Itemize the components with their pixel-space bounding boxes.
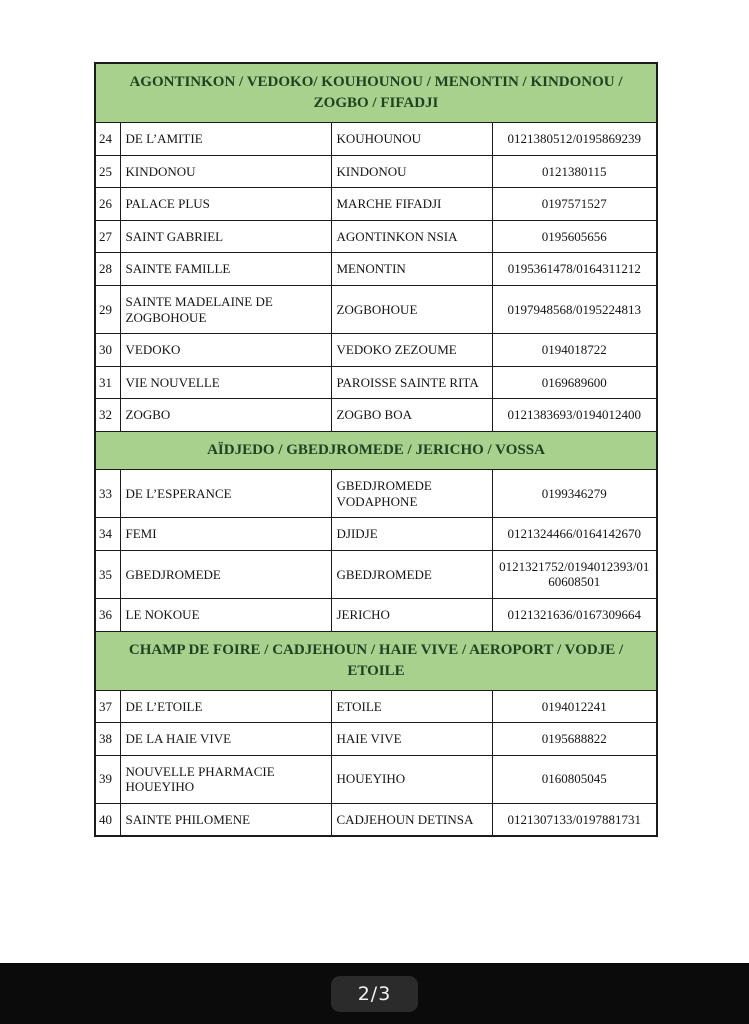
num-cell: 36 — [95, 598, 120, 631]
location-cell: ZOGBOHOUE — [331, 285, 492, 333]
num-cell: 27 — [95, 220, 120, 253]
phone-cell: 0121383693/0194012400 — [492, 399, 657, 432]
num-cell: 38 — [95, 723, 120, 756]
num-cell: 24 — [95, 123, 120, 156]
location-cell: AGONTINKON NSIA — [331, 220, 492, 253]
name-cell: KINDONOU — [120, 155, 331, 188]
location-cell: GBEDJROMEDE VODAPHONE — [331, 469, 492, 517]
table-row — [95, 723, 657, 756]
location-cell: HAIE VIVE — [331, 723, 492, 756]
num-cell: 40 — [95, 803, 120, 836]
num-cell: 37 — [95, 690, 120, 723]
name-cell: VIE NOUVELLE — [120, 366, 331, 399]
table-row — [95, 155, 657, 188]
location-cell: JERICHO — [331, 598, 492, 631]
table-row — [95, 469, 657, 517]
phone-cell: 0197948568/0195224813 — [492, 285, 657, 333]
name-cell: PALACE PLUS — [120, 188, 331, 221]
phone-cell: 0199346279 — [492, 469, 657, 517]
num-cell: 35 — [95, 550, 120, 598]
location-cell: MENONTIN — [331, 253, 492, 286]
num-cell: 34 — [95, 518, 120, 551]
table-row — [95, 550, 657, 598]
table-row — [95, 803, 657, 836]
num-cell: 25 — [95, 155, 120, 188]
section-header-row — [95, 63, 657, 123]
phone-cell: 0195688822 — [492, 723, 657, 756]
name-cell: FEMI — [120, 518, 331, 551]
phone-cell: 0121321752/0194012393/0160608501 — [492, 550, 657, 598]
num-cell: 31 — [95, 366, 120, 399]
location-cell: CADJEHOUN DETINSA — [331, 803, 492, 836]
phone-cell: 0121380512/0195869239 — [492, 123, 657, 156]
name-cell: VEDOKO — [120, 334, 331, 367]
table-row — [95, 334, 657, 367]
section-header: AÏDJEDO / GBEDJROMEDE / JERICHO / VOSSA — [95, 431, 657, 469]
num-cell: 26 — [95, 188, 120, 221]
pharmacy-table-body — [95, 63, 657, 836]
section-header-row — [95, 431, 657, 469]
location-cell: ZOGBO BOA — [331, 399, 492, 432]
name-cell: DE LA HAIE VIVE — [120, 723, 331, 756]
location-cell: PAROISSE SAINTE RITA — [331, 366, 492, 399]
name-cell: SAINTE PHILOMENE — [120, 803, 331, 836]
table-row — [95, 399, 657, 432]
location-cell: HOUEYIHO — [331, 755, 492, 803]
num-cell: 29 — [95, 285, 120, 333]
phone-cell: 0121307133/0197881731 — [492, 803, 657, 836]
phone-cell: 0121380115 — [492, 155, 657, 188]
table-row — [95, 188, 657, 221]
section-header: AGONTINKON / VEDOKO/ KOUHOUNOU / MENONTIN / KINDONOU / ZOGBO / FIFADJI — [95, 63, 657, 123]
name-cell: GBEDJROMEDE — [120, 550, 331, 598]
location-cell: ETOILE — [331, 690, 492, 723]
phone-cell: 0194018722 — [492, 334, 657, 367]
table-row — [95, 366, 657, 399]
phone-cell: 0121321636/0167309664 — [492, 598, 657, 631]
location-cell: VEDOKO ZEZOUME — [331, 334, 492, 367]
section-header-row — [95, 631, 657, 690]
phone-cell: 0197571527 — [492, 188, 657, 221]
location-cell: GBEDJROMEDE — [331, 550, 492, 598]
table-row — [95, 690, 657, 723]
name-cell: DE L’AMITIE — [120, 123, 331, 156]
table-row — [95, 598, 657, 631]
page-indicator-badge: 2/3 — [331, 976, 419, 1012]
num-cell: 32 — [95, 399, 120, 432]
table-row — [95, 755, 657, 803]
phone-cell: 0195361478/0164311212 — [492, 253, 657, 286]
name-cell: DE L’ETOILE — [120, 690, 331, 723]
num-cell: 39 — [95, 755, 120, 803]
pharmacy-table — [94, 62, 658, 837]
num-cell: 33 — [95, 469, 120, 517]
location-cell: KINDONOU — [331, 155, 492, 188]
table-row — [95, 253, 657, 286]
num-cell: 30 — [95, 334, 120, 367]
location-cell: MARCHE FIFADJI — [331, 188, 492, 221]
name-cell: SAINTE MADELAINE DE ZOGBOHOUE — [120, 285, 331, 333]
name-cell: SAINTE FAMILLE — [120, 253, 331, 286]
section-header: CHAMP DE FOIRE / CADJEHOUN / HAIE VIVE / AEROPORT / VODJE / ETOILE — [95, 631, 657, 690]
name-cell: ZOGBO — [120, 399, 331, 432]
phone-cell: 0169689600 — [492, 366, 657, 399]
num-cell: 28 — [95, 253, 120, 286]
pager-bar — [0, 963, 749, 1024]
name-cell: NOUVELLE PHARMACIE HOUEYIHO — [120, 755, 331, 803]
name-cell: SAINT GABRIEL — [120, 220, 331, 253]
table-row — [95, 285, 657, 333]
table-row — [95, 123, 657, 156]
location-cell: DJIDJE — [331, 518, 492, 551]
name-cell: LE NOKOUE — [120, 598, 331, 631]
location-cell: KOUHOUNOU — [331, 123, 492, 156]
phone-cell: 0194012241 — [492, 690, 657, 723]
name-cell: DE L’ESPERANCE — [120, 469, 331, 517]
phone-cell: 0195605656 — [492, 220, 657, 253]
table-row — [95, 220, 657, 253]
phone-cell: 0160805045 — [492, 755, 657, 803]
table-row — [95, 518, 657, 551]
phone-cell: 0121324466/0164142670 — [492, 518, 657, 551]
